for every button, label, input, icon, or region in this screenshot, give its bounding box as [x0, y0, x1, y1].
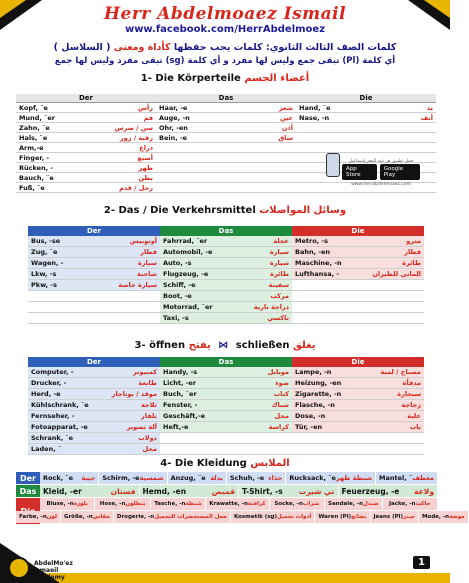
vocab-german: Fernseher, -: [31, 412, 75, 420]
vocab-arabic: فستان: [110, 486, 136, 496]
vocab-arabic: زجاجة: [401, 401, 421, 409]
vocab-german: Taxi, -s: [163, 314, 189, 322]
vocab-arabic: فم: [143, 113, 153, 122]
clothing-item: [40, 472, 99, 484]
vocab-arabic: موبايل: [267, 368, 289, 376]
vocab-cell: [16, 173, 156, 183]
vocab-german: Anzug, ¨e: [170, 474, 206, 482]
vocab-arabic: عين: [280, 113, 293, 122]
vocab-german: Hand, ¨e: [299, 103, 331, 112]
vocab-german: Kosmetik (sg): [233, 514, 277, 520]
vocab-arabic: صندل: [363, 501, 379, 507]
vocab-german: Bauch, ¨e: [19, 173, 54, 182]
vocab-arabic: دولاب: [138, 434, 157, 442]
vocab-german: Krawatte, -n: [209, 501, 248, 507]
section4-title-ar: الملابس: [250, 458, 290, 469]
vocab-cell: [160, 236, 292, 247]
column-header-0: Der: [16, 94, 156, 103]
vocab-cell: [16, 103, 156, 113]
intro-line-1-b: كأداة ومعنى: [113, 42, 171, 53]
clothing-item: [231, 511, 315, 523]
vocab-cell: [160, 280, 292, 291]
clothing-item: [16, 511, 61, 523]
app-promo-caption: حمل تطبيق هر عبد المعز إسماعيل: [348, 159, 414, 164]
vocab-german: Sandale, -n: [327, 501, 364, 507]
vocab-cell: [28, 302, 160, 313]
vocab-arabic: يد: [426, 103, 433, 112]
section3-title-de-b: schließen: [235, 340, 290, 351]
vocab-german: Schiff, -e: [163, 281, 196, 289]
vocab-arabic: باب: [409, 423, 421, 431]
column-header-2: Die: [296, 94, 436, 103]
vocab-cell: [28, 389, 160, 400]
page-number: 1: [413, 556, 430, 569]
vocab-arabic: موضة: [449, 514, 465, 520]
vocab-arabic: قطار: [140, 248, 157, 256]
vocab-cell: [16, 133, 156, 143]
vocab-cell: [16, 183, 156, 193]
vocab-cell: [156, 183, 296, 193]
vocab-arabic: كراسة: [268, 423, 289, 431]
vocab-arabic: قطار: [404, 248, 421, 256]
vocab-german: Hose, -n: [99, 501, 126, 507]
vocab-german: Kleid, -er: [43, 486, 82, 496]
vocab-cell: [16, 153, 156, 163]
vocab-german: Boot, -e: [163, 292, 192, 300]
vocab-arabic: معطف: [412, 474, 434, 482]
clothing-item: [151, 498, 206, 510]
vocab-german: Flasche, -n: [295, 401, 335, 409]
vocab-german: Rucksack, ¨e: [289, 474, 336, 482]
vocab-german: Buch, ¨er: [163, 390, 197, 398]
vocab-cell: [292, 367, 424, 378]
section3-title: [0, 340, 450, 351]
vocab-cell: [28, 269, 160, 280]
vocab-german: Tür, -en: [295, 423, 323, 431]
clothing-item: [383, 498, 438, 510]
vocab-arabic: قميص: [211, 486, 235, 496]
section1-title: [0, 73, 450, 84]
vocab-arabic: بطن: [138, 173, 153, 182]
phone-icon: [326, 153, 340, 177]
clothing-item: [315, 511, 370, 523]
vocab-german: Kopf, ¨e: [19, 103, 48, 112]
vocab-cell: [156, 143, 296, 153]
vocab-german: Arm,-e: [19, 143, 44, 152]
vocab-arabic: ظهر: [138, 163, 153, 172]
academy-name: [34, 560, 73, 581]
vocab-cell: [292, 313, 424, 324]
clothing-item: [114, 511, 231, 523]
vocab-cell: [292, 433, 424, 444]
vocab-german: Lampe, -n: [295, 368, 332, 376]
clothing-item: [40, 498, 95, 510]
vocab-arabic: ثلاجة: [140, 401, 157, 409]
vocab-cell: [156, 133, 296, 143]
vocab-arabic: لون: [46, 514, 57, 520]
vocab-cell: [28, 280, 160, 291]
vocab-arabic: سيجارة: [397, 390, 421, 398]
vocab-cell: [28, 411, 160, 422]
vocab-cell: [160, 302, 292, 313]
vocab-arabic: بدلة: [210, 474, 223, 482]
vocab-cell: [292, 280, 424, 291]
vocab-cell: [160, 367, 292, 378]
section2-title-ar: وسائل المواصلات: [259, 205, 347, 216]
vocab-arabic: عجلة: [273, 237, 289, 245]
academy-name-line3: Academy: [34, 574, 65, 581]
vocab-german: Tasche, -n: [154, 501, 186, 507]
vocab-german: Bahn, -en: [295, 248, 331, 256]
vocab-cell: [292, 444, 424, 455]
vocab-arabic: موقد / بوتاجاز: [111, 390, 157, 398]
vocab-arabic: طائرة: [270, 270, 289, 278]
vocab-cell: [160, 313, 292, 324]
vocab-cell: [156, 153, 296, 163]
vocab-german: Feuerzeug, -e: [341, 486, 400, 496]
vocab-german: Herd, -e: [31, 390, 61, 398]
vocab-arabic: مترو: [406, 237, 421, 245]
vocab-cell: [28, 378, 160, 389]
vocab-cell: [160, 291, 292, 302]
section3-title-de-a: 3- öffnen: [134, 340, 186, 351]
section1-title-ar: أعضاء الجسم: [244, 73, 310, 84]
vocab-arabic: أوتوبيس: [129, 237, 157, 245]
vocab-german: Ohr, -en: [159, 123, 188, 132]
academy-name-line2: Ismaeil: [34, 567, 59, 574]
vocab-german: Rock, ¨e: [43, 474, 74, 482]
vocab-german: T-Shirt, -s: [242, 486, 283, 496]
vocab-cell: [292, 389, 424, 400]
article-label-der: Der: [16, 472, 40, 484]
brand-title: Herr Abdelmoaez Ismail: [103, 4, 347, 24]
vocab-arabic: مقاس: [92, 514, 110, 520]
vocab-german: Wagen, -: [31, 259, 64, 267]
clothing-item: [168, 472, 227, 484]
vocab-cell: [16, 163, 156, 173]
vocab-german: Waren (Pl): [318, 514, 352, 520]
vocab-cell: [28, 247, 160, 258]
section2-table: [28, 226, 424, 324]
vocab-cell: [292, 302, 424, 313]
column-header-2: Die: [292, 226, 424, 236]
app-store-button[interactable]: App Store: [342, 164, 377, 180]
intro-line-1-a: كلمات الصف الثالث الثانوي: كلمات يجب حفظها: [170, 42, 397, 53]
vocab-cell: [292, 269, 424, 280]
clothing-row-das: [16, 485, 438, 498]
clothing-row-die-2: [16, 511, 465, 524]
vocab-german: Hemd, -en: [142, 486, 187, 496]
column-header-1: Das: [156, 94, 296, 103]
clothing-table: [16, 472, 465, 524]
clothing-item: [376, 472, 438, 484]
vocab-german: Jacke, -n: [389, 501, 416, 507]
section1-title-de: 1- Die Körperteile: [140, 73, 241, 84]
vocab-german: Flugzeug, -e: [163, 270, 209, 278]
vocab-cell: [156, 163, 296, 173]
clothing-item: [40, 485, 140, 497]
vocab-arabic: ولاعة: [414, 486, 434, 496]
vocab-german: Heizung, -en: [295, 379, 342, 387]
vocab-arabic: سفينة: [268, 281, 289, 289]
vocab-cell: [296, 143, 436, 153]
vocab-arabic: شعر: [278, 103, 293, 112]
vocab-german: Schrank, ¨e: [31, 434, 74, 442]
vocab-arabic: كرافتة: [247, 501, 266, 507]
vocab-german: Fotoapparat, -e: [31, 423, 88, 431]
vocab-german: Farbe, -n: [19, 514, 47, 520]
vocab-arabic: سيارة: [269, 259, 289, 267]
app-promo: [342, 157, 420, 185]
vocab-cell: [292, 378, 424, 389]
column-header-1: Das: [160, 226, 292, 236]
vocab-german: Zigarette, -n: [295, 390, 342, 398]
vocab-arabic: شنطة: [185, 501, 202, 507]
column-header-0: Der: [28, 357, 160, 367]
vocab-german: Handy, -s: [163, 368, 198, 376]
vocab-cell: [16, 123, 156, 133]
vocab-cell: [28, 291, 160, 302]
column-header-0: Der: [28, 226, 160, 236]
column-header-2: Die: [292, 357, 424, 367]
clothing-item: [95, 498, 150, 510]
vocab-arabic: سيارة: [269, 248, 289, 256]
vocab-arabic: علبة: [407, 412, 421, 420]
section3-title-ar-a: يفتح: [188, 340, 211, 351]
clothing-item: [140, 485, 240, 497]
vocab-cell: [296, 103, 436, 113]
vocab-cell: [16, 143, 156, 153]
clothing-item: [371, 511, 419, 523]
vocab-german: Jeans (Pl): [373, 514, 404, 520]
clothing-item: [325, 498, 383, 510]
vocab-arabic: أدوات تجميل: [276, 514, 312, 520]
vocab-cell: [156, 173, 296, 183]
vocab-german: Nase, -n: [299, 113, 330, 122]
vocab-german: Schuh, -e: [229, 474, 265, 482]
vocab-arabic: حذاء: [268, 474, 283, 482]
vocab-arabic: جاكت: [415, 501, 431, 507]
vocab-german: Auto, -s: [163, 259, 192, 267]
intro-line-1: [0, 42, 450, 53]
vocab-cell: [28, 236, 160, 247]
vocab-german: Mode, -n: [421, 514, 450, 520]
vocab-arabic: رقبة / زور: [119, 133, 153, 142]
vocab-german: Geschäft,-e: [163, 412, 205, 420]
article-label-das: Das: [16, 485, 40, 497]
vocab-cell: [28, 422, 160, 433]
vocab-german: Licht, -er: [163, 379, 197, 387]
clothing-row-die-1: [16, 498, 438, 511]
column-header-1: Das: [160, 357, 292, 367]
vocab-cell: [160, 389, 292, 400]
clothing-item: [227, 472, 286, 484]
vocab-cell: [156, 123, 296, 133]
vocab-arabic: شاحنة: [136, 270, 157, 278]
vocab-cell: [28, 444, 160, 455]
clothing-item: [239, 485, 339, 497]
app-promo-url: www.herrabdelmoaez.com: [351, 182, 411, 187]
vocab-arabic: آلة تصوير: [126, 423, 157, 431]
vocab-german: Bein, -e: [159, 133, 188, 142]
vocab-arabic: شمسية: [139, 474, 164, 482]
vocab-german: Mantel, ¨: [379, 474, 413, 482]
vocab-arabic: سيارة خاصة: [118, 281, 157, 289]
vocab-german: Lkw, -s: [31, 270, 57, 278]
vocab-german: Metro, -s: [295, 237, 328, 245]
vocab-cell: [292, 258, 424, 269]
vocab-arabic: أذن: [281, 123, 293, 132]
google-play-button[interactable]: Google Play: [380, 164, 420, 180]
vocab-cell: [16, 113, 156, 123]
section2-title: [0, 205, 450, 216]
vocab-german: Rücken, -: [19, 163, 54, 172]
section3-title-ar-b: يغلق: [293, 340, 316, 351]
vocab-arabic: أنف: [420, 113, 433, 122]
vocab-cell: [28, 433, 160, 444]
vocab-german: Schirm, -e: [102, 474, 140, 482]
vocab-arabic: ضوء: [275, 379, 289, 387]
vocab-cell: [156, 103, 296, 113]
vocab-arabic: سيارة: [137, 259, 157, 267]
vocab-arabic: محل: [142, 445, 157, 453]
vocab-german: Fahrrad, ¨er: [163, 237, 208, 245]
clothing-item: [61, 511, 114, 523]
vocab-arabic: بلوزة: [73, 501, 88, 507]
intro-line-2: أي كلمة (Pl) تبقى جمع وليس لها مفرد و أي كلمة (sg) تبقى مفرد وليس لها جمع: [54, 56, 396, 66]
vocab-arabic: مركب: [270, 292, 289, 300]
vocab-arabic: شنطة ظهر: [335, 474, 372, 482]
vocab-cell: [160, 411, 292, 422]
vocab-german: Drucker, -: [31, 379, 67, 387]
vocab-cell: [292, 411, 424, 422]
vocab-arabic: رجل / قدم: [119, 183, 153, 192]
bow-icon: ⋈: [218, 340, 229, 351]
vocab-cell: [160, 378, 292, 389]
vocab-german: Motorrad, ¨er: [163, 303, 213, 311]
vocab-german: Bus, -se: [31, 237, 61, 245]
vocab-arabic: رأس: [138, 103, 153, 112]
vocab-cell: [28, 367, 160, 378]
vocab-german: Automobil, -e: [163, 248, 213, 256]
section3-table: [28, 357, 424, 455]
clothing-item: [99, 472, 167, 484]
section4-title-de: 4- Die Kleidung: [160, 458, 247, 469]
vocab-arabic: كمبيوتر: [132, 368, 157, 376]
academy-logo-icon: [8, 557, 30, 579]
vocab-cell: [160, 444, 292, 455]
vocab-arabic: ذراع: [139, 143, 153, 152]
vocab-german: Fenster, -: [163, 401, 198, 409]
vocab-arabic: سن / ضرس: [114, 123, 153, 132]
vocab-german: Computer, -: [31, 368, 74, 376]
vocab-german: Socke, -n: [274, 501, 303, 507]
vocab-cell: [292, 236, 424, 247]
vocab-german: Dose, -n: [295, 412, 326, 420]
vocab-arabic: جينز: [403, 514, 415, 520]
vocab-arabic: ساق: [278, 133, 293, 142]
vocab-arabic: مصباح / لمبة: [380, 368, 421, 376]
clothing-row-der: [16, 472, 438, 485]
vocab-arabic: بضائع: [351, 514, 367, 520]
vocab-german: Heft,-e: [163, 423, 189, 431]
vocab-arabic: تي شيرت: [298, 486, 335, 496]
academy-name-line1: AbdelMo'ez: [34, 560, 73, 567]
vocab-german: Zug, ¨e: [31, 248, 58, 256]
vocab-cell: [160, 400, 292, 411]
vocab-arabic: طابعة: [138, 379, 157, 387]
clothing-item: [339, 485, 439, 497]
vocab-german: Lufthansa, -: [295, 270, 340, 278]
vocab-arabic: محل: [274, 412, 289, 420]
vocab-german: Maschine, -n: [295, 259, 342, 267]
vocab-cell: [28, 313, 160, 324]
vocab-german: Kühlschrank, ¨e: [31, 401, 89, 409]
clothing-item: [206, 498, 269, 510]
vocab-arabic: دراجة نارية: [253, 303, 289, 311]
vocab-arabic: جيبة: [81, 474, 96, 482]
vocab-arabic: بنطلون: [125, 501, 146, 507]
vocab-arabic: كتاب: [273, 390, 289, 398]
vocab-arabic: شباك: [271, 401, 289, 409]
vocab-arabic: محل المستحضرات التجميل: [154, 514, 227, 520]
vocab-german: Fuß, ¨e: [19, 183, 45, 192]
clothing-item: [270, 498, 325, 510]
vocab-german: Finger, -: [19, 153, 50, 162]
vocab-cell: [292, 400, 424, 411]
vocab-cell: [160, 422, 292, 433]
vocab-german: Größe, -n: [63, 514, 93, 520]
vocab-cell: [296, 113, 436, 123]
vocab-german: Pkw, -s: [31, 281, 57, 289]
vocab-arabic: طائرة: [402, 259, 421, 267]
clothing-item: [419, 511, 469, 523]
vocab-cell: [296, 123, 436, 133]
vocab-cell: [28, 258, 160, 269]
vocab-arabic: شراب: [302, 501, 320, 507]
vocab-cell: [292, 422, 424, 433]
vocab-cell: [296, 133, 436, 143]
vocab-arabic: أصبع: [137, 153, 153, 162]
vocab-german: Mund, ¨er: [19, 113, 55, 122]
vocab-cell: [160, 247, 292, 258]
vocab-cell: [160, 258, 292, 269]
facebook-link[interactable]: www.facebook.com/HerrAbdelmoez: [124, 24, 326, 35]
vocab-arabic: تلفاز: [141, 412, 157, 420]
vocab-arabic: الماني للطيران: [372, 270, 421, 278]
vocab-german: Drogerie, -n: [116, 514, 155, 520]
vocab-german: Bluse, -n: [46, 501, 74, 507]
section4-title: [0, 458, 450, 469]
vocab-cell: [292, 247, 424, 258]
vocab-cell: [160, 269, 292, 280]
vocab-german: Hals, ¨e: [19, 133, 48, 142]
vocab-german: Auge, -n: [159, 113, 190, 122]
section2-title-de: 2- Das / Die Verkehrsmittel: [103, 205, 256, 216]
vocab-german: Zahn, ¨e: [19, 123, 50, 132]
vocab-arabic: مدفأة: [402, 379, 421, 387]
vocab-cell: [156, 113, 296, 123]
vocab-german: Laden, ¨: [31, 445, 62, 453]
vocab-cell: [160, 433, 292, 444]
vocab-cell: [292, 291, 424, 302]
vocab-arabic: تاكسي: [267, 314, 289, 322]
intro-line-1-c: ( السلاسل ): [53, 42, 114, 53]
clothing-item: [286, 472, 376, 484]
vocab-cell: [28, 400, 160, 411]
vocab-german: Haar, -e: [159, 103, 188, 112]
